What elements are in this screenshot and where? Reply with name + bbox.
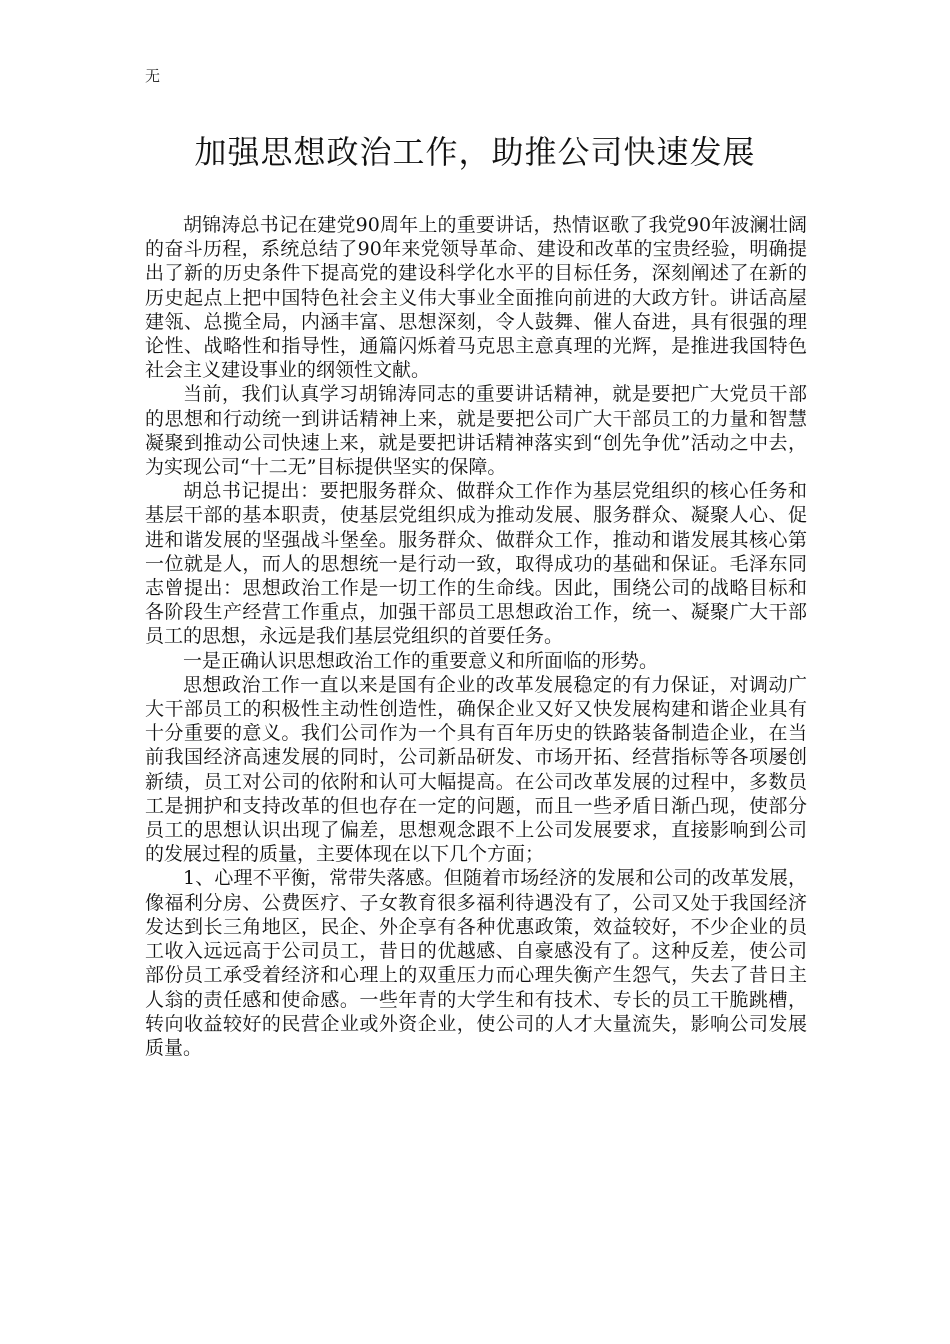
paragraph-1: 胡锦涛总书记在建党90周年上的重要讲话，热情讴歌了我党90年波澜壮阔的奋斗历程，系统总结了90年来党领导革命、建设和改革的宝贵经验，明确提出了新的历史条件下提高党的建设科学化水平的目标任务，深刻阐述了在新的历史起点上把中国特色社会主义伟大事业全面推向前进的大政方针。讲话高屋建瓴、总揽全局，内涵丰富、思想深刻，令人鼓舞、催人奋进，具有很强的理论性、战略性和指导性，通篇闪烁着马克思主意真理的光辉，是推进我国特色社会主义建设事业的纲领性文献。 <box>145 214 807 382</box>
paragraph-2: 当前，我们认真学习胡锦涛同志的重要讲话精神，就是要把广大党员干部的思想和行动统一到讲话精神上来，就是要把公司广大干部员工的力量和智慧凝聚到推动公司快速上来，就是要把讲话精神落实到“创先争优”活动之中去，为实现公司“十二无”目标提供坚实的保障。 <box>145 383 807 479</box>
document-title: 加强思想政治工作，助推公司快速发展 <box>194 133 756 171</box>
paragraph-4: 一是正确认识思想政治工作的重要意义和所面临的形势。 <box>183 649 659 672</box>
document-body <box>145 213 807 1060</box>
paragraph-3: 胡总书记提出：要把服务群众、做群众工作作为基层党组织的核心任务和基层干部的基本职责，使基层党组织成为推动发展、服务群众、凝聚人心、促进和谐发展的坚强战斗堡垒。服务群众、做群众工作，推动和谐发展其核心第一位就是人，而人的思想统一是行动一致，取得成功的基础和保证。毛泽东同志曾提出：思想政治工作是一切工作的生命线。因此，围绕公司的战略目标和各阶段生产经营工作重点，加强干部员工思想政治工作，统一、凝聚广大干部员工的思想，永远是我们基层党组织的首要任务。 <box>145 480 807 648</box>
header-mark: 无 <box>145 67 161 85</box>
paragraph-5: 思想政治工作一直以来是国有企业的改革发展稳定的有力保证，对调动广大干部员工的积极性主动性创造性，确保企业又好又快发展构建和谐企业具有十分重要的意义。我们公司作为一个具有百年历史的铁路装备制造企业，在当前我国经济高速发展的同时，公司新品研发、市场开拓、经营指标等各项屡创新绩，员工对公司的依附和认可大幅提高。在公司改革发展的过程中，多数员工是拥护和支持改革的但也存在一定的问题，而且一些矛盾日渐凸现，使部分员工的思想认识出现了偏差，思想观念跟不上公司发展要求，直接影响到公司的发展过程的质量，主要体现在以下几个方面； <box>145 673 807 866</box>
paragraph-6: 1、心理不平衡，常带失落感。但随着市场经济的发展和公司的改革发展，像福利分房、公费医疗、子女教育很多福利待遇没有了，公司又处于我国经济发达到长三角地区，民企、外企享有各种优惠政策，效益较好，不少企业的员工收入远远高于公司员工，昔日的优越感、自豪感没有了。这种反差，使公司部份员工承受着经济和心理上的双重压力而心理失衡产生怨气，失去了昔日主人翁的责任感和使命感。一些年青的大学生和有技术、专长的员工干脆跳槽，转向收益较好的民营企业或外资企业，使公司的人才大量流失，影响公司发展质量。 <box>145 867 807 1059</box>
